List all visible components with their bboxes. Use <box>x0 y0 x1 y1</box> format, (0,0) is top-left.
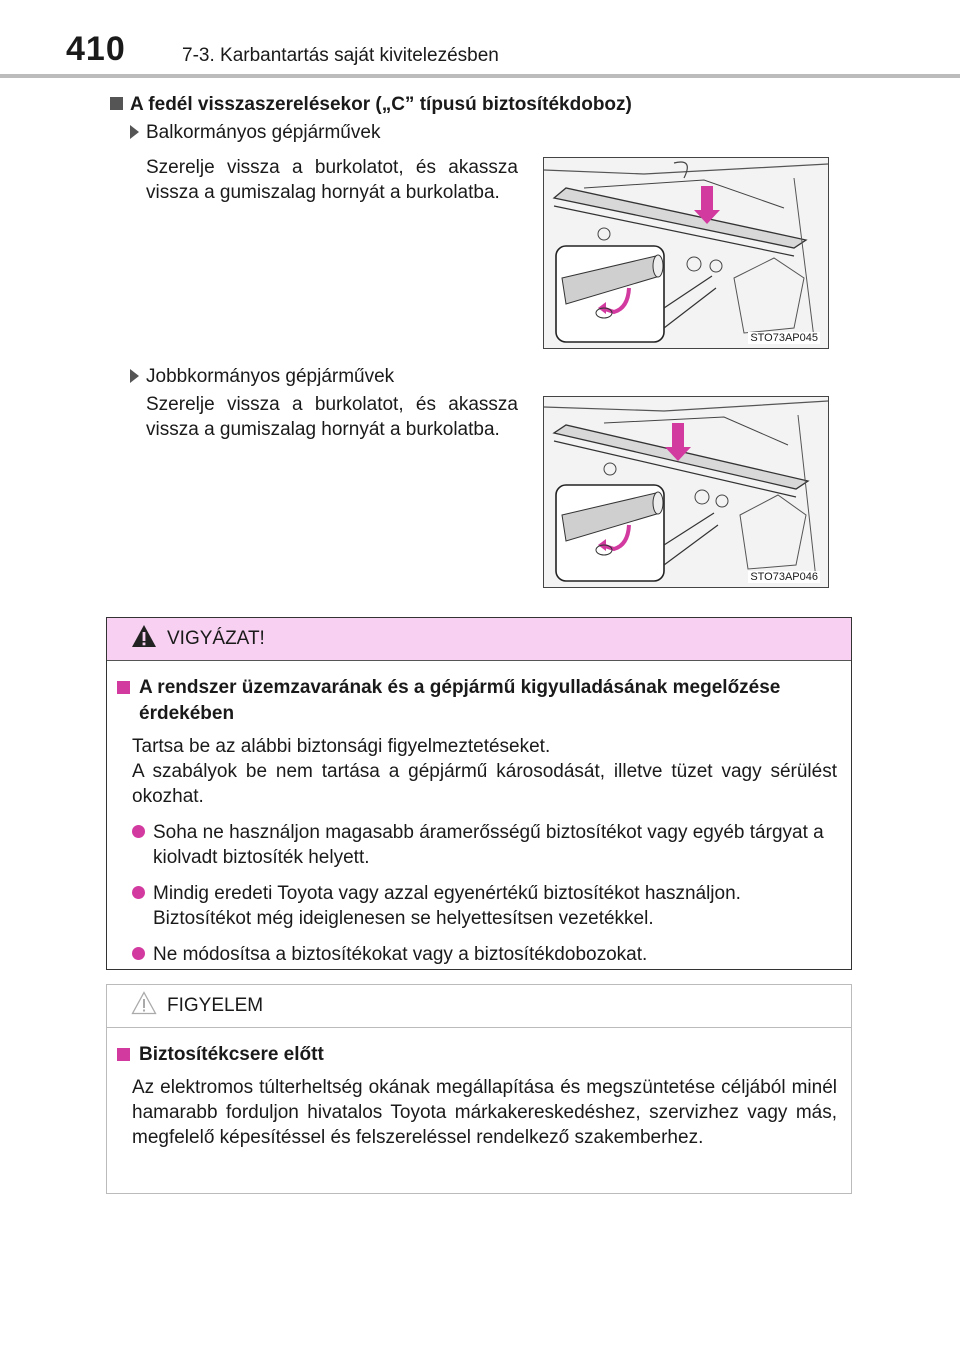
figure-rhd <box>543 396 829 588</box>
instruction-rhd: Szerelje vissza a burkolatot, és akassza vissza a gumiszalag hornyát a burkolatba. <box>146 394 518 440</box>
notice-label: FIGYELEM <box>167 995 264 1016</box>
instruction-lhd: Szerelje vissza a burkolatot, és akassza vissza a gumiszalag hornyát a burkolatba. <box>146 157 518 203</box>
bullet-dot-icon <box>132 825 145 838</box>
caution-bullet-text: Mindig eredeti Toyota vagy azzal egyenértékű biztosítékot használjon. Biztosítékot még ideiglenesen se helyettesítsen vezetékkel. <box>153 883 741 929</box>
caution-title-text: A rendszer üzemzavarának és a gépjármű kigyulladásának megelőzése érdekében <box>139 677 781 724</box>
subheading-rhd <box>130 366 394 388</box>
section-title-text: A fedél visszaszerelésekor („C” típusú biztosítékdoboz) <box>130 94 632 115</box>
fuse-box-cover-illustration <box>544 158 828 348</box>
notice-text: Az elektromos túlterheltség okának megállapítása és megszüntetése céljából minél hamarabb forduljon hivatalos Toyota márkakereskedéshez, szervizhez vagy más, megfelelő képesítéssel és felszereléssel rendelkező szakemberhez. <box>132 1077 837 1148</box>
caution-bullet <box>132 881 837 931</box>
caution-header <box>107 618 851 661</box>
notice-title-text: Biztosítékcsere előtt <box>139 1044 324 1065</box>
caution-label: VIGYÁZAT! <box>167 628 265 649</box>
triangle-bullet-icon <box>130 369 139 383</box>
header-divider <box>0 74 960 78</box>
caution-intro-line-2: A szabályok be nem tartása a gépjármű károsodását, illetve tüzet vagy sérülést okozhat. <box>132 761 837 807</box>
fuse-box-cover-illustration <box>544 397 828 587</box>
section-title <box>110 94 632 116</box>
caution-intro-line-1: Tartsa be az alábbi biztonsági figyelmeztetéseket. <box>132 736 551 757</box>
figure-lhd <box>543 157 829 349</box>
caution-bullet <box>132 942 837 967</box>
notice-title <box>117 1042 837 1068</box>
page-header <box>0 0 960 80</box>
square-bullet-icon <box>117 1048 130 1061</box>
caution-bullet-text: Soha ne használjon magasabb áramerősségű biztosítékot vagy egyéb tárgyat a kiolvadt biztosíték helyett. <box>153 822 824 868</box>
subheading-lhd-text: Balkormányos gépjárművek <box>146 122 381 143</box>
caution-title <box>117 675 837 727</box>
square-bullet-icon <box>110 97 123 110</box>
square-bullet-icon <box>117 681 130 694</box>
chapter-title: 7-3. Karbantartás saját kivitelezésben <box>182 45 499 66</box>
page-number: 410 <box>66 30 126 68</box>
subheading-lhd <box>130 122 380 144</box>
notice-header <box>107 985 851 1028</box>
warning-icon <box>131 624 157 648</box>
figure-code-rhd: STO73AP046 <box>750 571 818 583</box>
warning-outline-icon <box>131 991 157 1015</box>
caution-box <box>106 617 852 970</box>
subheading-rhd-text: Jobbkormányos gépjárművek <box>146 366 395 387</box>
caution-bullet-text: Ne módosítsa a biztosítékokat vagy a biztosítékdobozokat. <box>153 944 648 965</box>
notice-box <box>106 984 852 1194</box>
caution-bullet <box>132 820 837 870</box>
caution-intro <box>132 734 837 809</box>
bullet-dot-icon <box>132 886 145 899</box>
bullet-dot-icon <box>132 947 145 960</box>
figure-code-lhd: STO73AP045 <box>750 332 818 344</box>
triangle-bullet-icon <box>130 125 139 139</box>
